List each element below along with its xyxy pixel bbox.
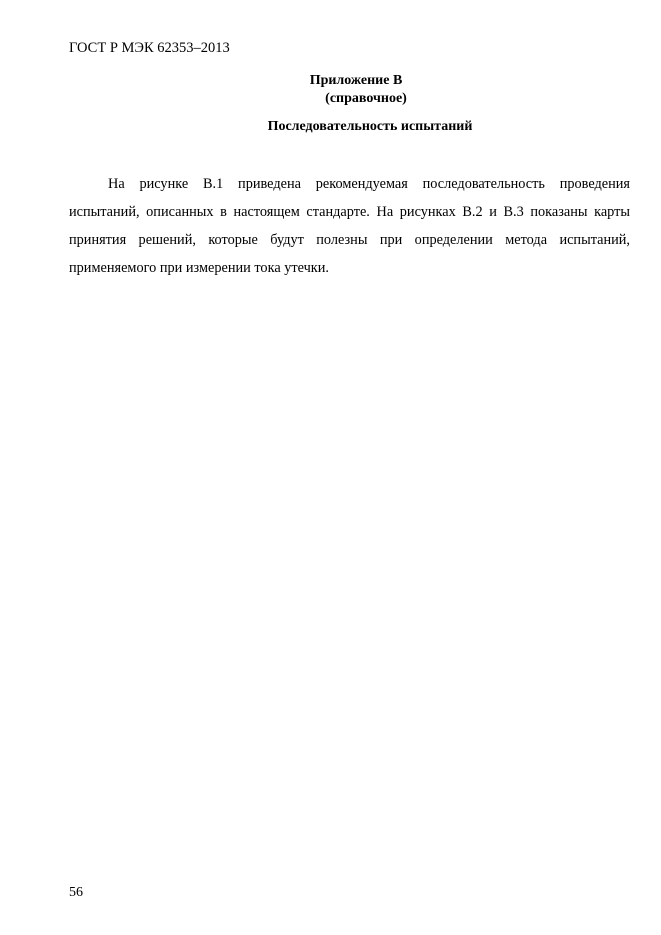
annex-title: Приложение В [309, 73, 403, 88]
standard-code-header: ГОСТ Р МЭК 62353–2013 [69, 40, 230, 56]
page-number: 56 [69, 885, 83, 900]
body-paragraph: На рисунке В.1 приведена рекомендуемая последовательность проведения испытаний, описанных в настоящем стандарте. На рисунках В.2 и В.3 показаны карты принятия решений, которые будут полезны при определении метода испытаний, применяемого при измерении тока утечки. [69, 176, 630, 276]
annex-kind: (справочное) [325, 91, 407, 106]
section-title: Последовательность испытаний [267, 119, 473, 134]
